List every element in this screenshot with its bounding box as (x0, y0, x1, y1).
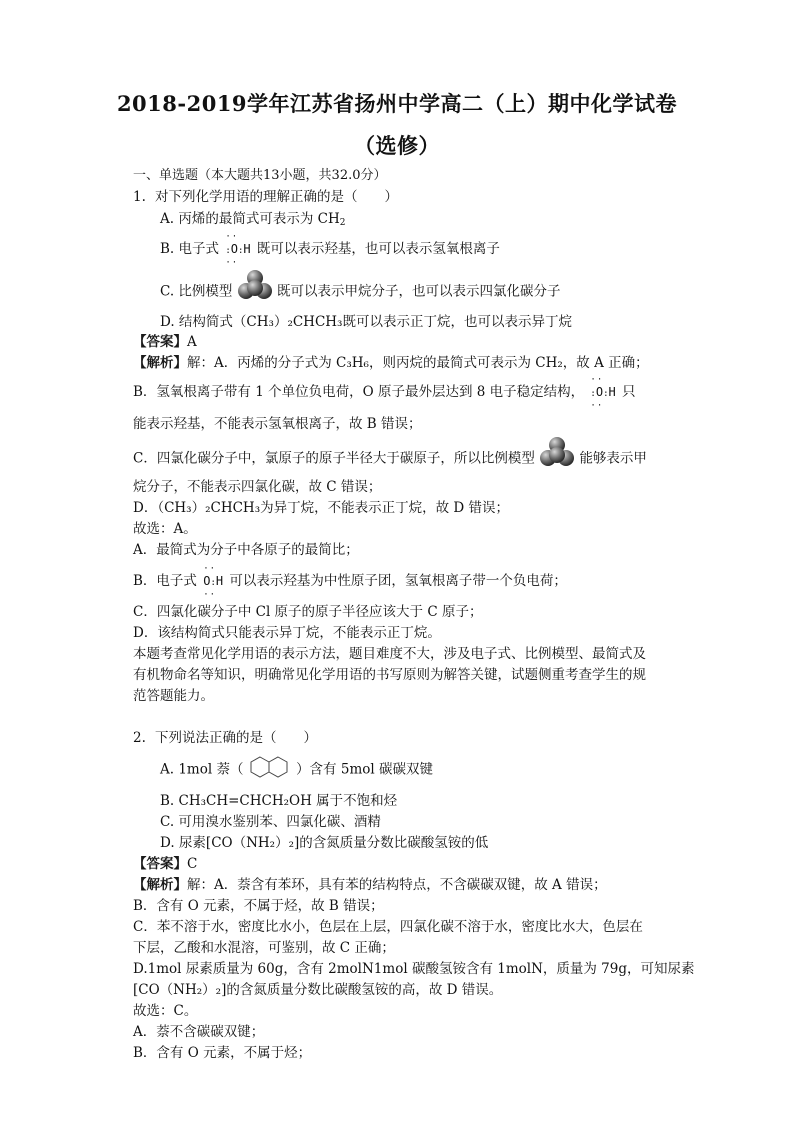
q2-option-c: C. 可用溴水鉴别苯、四氯化碳、酒精 (160, 814, 381, 830)
q1-option-c-prefix: C. 比例模型 (160, 283, 233, 300)
q1-analysis-text-9b: 可以表示羟基为中性原子团，氢氧根离子带一个负电荷； (229, 573, 567, 589)
q2-analysis-line-3: C．苯不溶于水，密度比水小，色层在上层，四氯化碳不溶于水，密度比水大，色层在 (133, 919, 643, 935)
electron-dots-bottom: ·· (203, 590, 217, 600)
q1-analysis-line-3: 能表示羟基，不能表示氢氧根离子，故 B 错误； (133, 416, 422, 432)
electron-dots-right: : (210, 578, 216, 588)
q1-analysis-line-7: 故选：A。 (133, 521, 197, 537)
q1-option-a-text: A. 丙烯的最简式可表示为 CH (160, 211, 340, 227)
q1-number: 1. (133, 189, 146, 205)
electron-formula-oh-icon (588, 375, 617, 411)
q2-analysis-line-8: A．萘不含碳碳双键； (133, 1024, 265, 1040)
q1-analysis-line-8: A．最简式为分子中各原子的最简比； (133, 542, 359, 558)
q1-analysis-line-13: 有机物命名等知识，明确常见化学用语的书写原则为解答关键，试题侧重考查学生的规 (133, 667, 646, 683)
hydrogen-symbol: H (215, 574, 224, 588)
q1-analysis-text-4: C．四氯化碳分子中，氯原子的原子半径大于碳原子，所以比例模型 (133, 450, 535, 467)
page-title: 2018-2019学年江苏省扬州中学高二（上）期中化学试卷 (116, 91, 678, 116)
oxygen-symbol: O (203, 574, 211, 588)
q2-option-a-prefix: A. 1mol 萘（ (160, 761, 244, 778)
q1-analysis-line-10: C．四氯化碳分子中 Cl 原子的原子半径应该大于 C 原子； (133, 604, 483, 620)
q1-analysis-text-2b: 只 (622, 384, 636, 400)
q2-analysis-line-4: 下层，乙酸和水混溶，可鉴别，故 C 正确； (133, 940, 395, 956)
q1-option-a-sub: 2 (339, 218, 346, 228)
q1-stem: 对下列化学用语的理解正确的是（ ） (155, 189, 398, 205)
q2-analysis-line-2: B．含有 O 元素，不属于烃，故 B 错误； (133, 898, 384, 914)
oxygen-symbol: O (595, 385, 604, 399)
q2-option-d: D. 尿素[CO（NH₂）₂]的含氮质量分数比碳酸氢铵的低 (160, 835, 489, 851)
q1-answer-value: A (187, 334, 197, 350)
naphthalene-structure-icon (248, 755, 292, 779)
space-filling-model-icon (237, 269, 273, 303)
q1-analysis-text-4b: 能够表示甲 (579, 450, 647, 467)
q1-analysis-line-2 (133, 375, 636, 411)
q1-analysis-line-11: D．该结构简式只能表示异丁烷，不能表示正丁烷。 (133, 625, 441, 641)
answer-tag: 【答案】 (133, 334, 187, 350)
q2-analysis-line-6: [CO（NH₂）₂]的含氮质量分数比碳酸氢铵的高，故 D 错误。 (133, 982, 503, 998)
q2-stem-line (133, 730, 317, 746)
q1-option-c-text: 既可以表示甲烷分子，也可以表示四氯化碳分子 (277, 283, 561, 300)
section-heading: 一、单选题（本大题共13小题，共32.0分） (133, 168, 387, 183)
q2-option-a (160, 761, 433, 779)
electron-dots-top: ·· (225, 232, 239, 242)
q1-analysis-line-1 (133, 355, 649, 371)
q2-analysis-line-7: 故选：C。 (133, 1003, 198, 1019)
q2-option-a-text: ）含有 5mol 碳碳双键 (296, 761, 433, 778)
electron-dots-bottom: ·· (590, 401, 604, 411)
q1-analysis-text-1: 解：A．丙烯的分子式为 C₃H₆，则丙烷的最简式可表示为 CH₂，故 A 正确； (187, 355, 649, 371)
q1-answer (133, 334, 197, 350)
q2-answer (133, 856, 197, 872)
q1-analysis-line-4 (133, 448, 647, 470)
electron-formula-oh-icon (223, 232, 252, 268)
q2-option-b: B. CH₃CH=CHCH₂OH 属于不饱和烃 (160, 793, 398, 809)
q1-option-b-prefix: B. 电子式 (160, 241, 220, 257)
q1-analysis-line-9 (133, 564, 567, 600)
analysis-tag: 【解析】 (133, 355, 187, 371)
hydrogen-symbol: H (608, 385, 616, 399)
q1-option-a (160, 211, 345, 231)
q2-analysis-line-5: D.1mol 尿素质量为 60g，含有 2molN1mol 碳酸氢铵含有 1molN，质量为 79g，可知尿素 (133, 961, 695, 977)
analysis-tag: 【解析】 (133, 877, 187, 893)
electron-formula-oh-icon (201, 564, 225, 600)
q1-option-b (160, 232, 500, 268)
q1-analysis-text-9: B．电子式 (133, 573, 197, 589)
q2-number: 2. (133, 730, 146, 746)
electron-dots-top: ·· (203, 564, 217, 574)
electron-dots-bottom: ·· (225, 258, 239, 268)
hydrogen-symbol: H (243, 242, 251, 256)
q1-analysis-line-6: D．（CH₃）₂CHCH₃为异丁烷，不能表示正丁烷，故 D 错误； (133, 500, 510, 516)
space-filling-model-icon (539, 436, 575, 470)
electron-dots-right: : (603, 389, 609, 399)
oxygen-symbol: O (230, 242, 238, 256)
q2-analysis-line-1 (133, 877, 607, 893)
q2-stem: 下列说法正确的是（ ） (155, 730, 317, 746)
q2-analysis-text-1: 解：A．萘含有苯环，具有苯的结构特点，不含碳碳双键，故 A 错误； (187, 877, 607, 893)
q1-option-b-text: 既可以表示羟基，也可以表示氢氧根离子 (256, 241, 500, 257)
q1-analysis-text-2: B．氢氧根离子带有 1 个单位负电荷，O 原子最外层达到 8 电子稳定结构， (133, 384, 585, 400)
q1-stem-line (133, 189, 398, 205)
q1-analysis-line-12: 本题考查常见化学用语的表示方法，题目难度不大，涉及电子式、比例模型、最简式及 (133, 646, 646, 662)
q1-option-c (160, 281, 561, 303)
q2-answer-value: C (187, 856, 198, 872)
q1-option-d: D. 结构简式（CH₃）₂CHCH₃既可以表示正丁烷，也可以表示异丁烷 (160, 314, 572, 330)
electron-dots-left: : (590, 389, 596, 399)
electron-dots-right: : (237, 246, 244, 256)
q1-analysis-line-14: 范答题能力。 (133, 688, 214, 704)
q1-analysis-line-5: 烷分子，不能表示四氯化碳，故 C 错误； (133, 479, 382, 495)
electron-dots-top: ·· (590, 375, 604, 385)
page-subtitle: （选修） (354, 133, 440, 158)
answer-tag: 【答案】 (133, 856, 187, 872)
electron-dots-left: : (225, 246, 231, 256)
q2-analysis-line-9: B．含有 O 元素，不属于烃； (133, 1045, 312, 1061)
